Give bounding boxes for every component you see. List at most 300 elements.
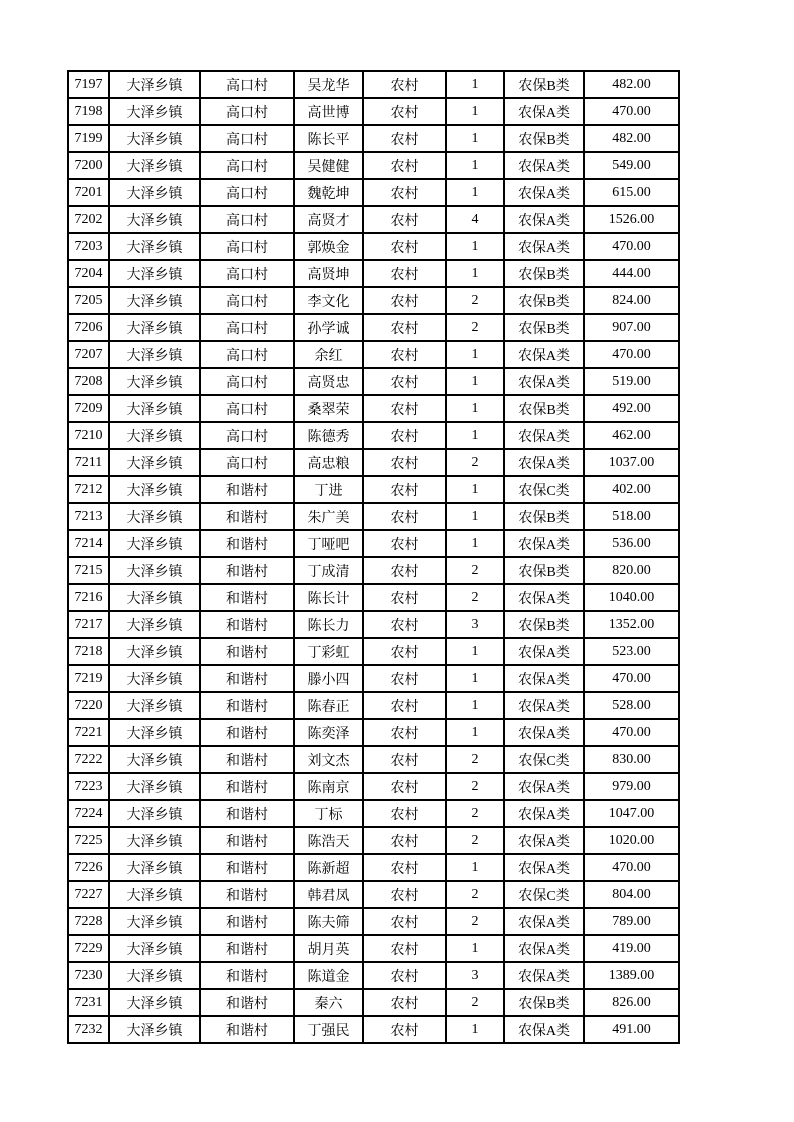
cell-insurance-type: 农保A类 xyxy=(504,935,584,962)
cell-category: 农村 xyxy=(363,773,446,800)
cell-insurance-type: 农保B类 xyxy=(504,314,584,341)
cell-serial-number: 7210 xyxy=(68,422,109,449)
cell-serial-number: 7222 xyxy=(68,746,109,773)
cell-insurance-type: 农保B类 xyxy=(504,611,584,638)
cell-person-name: 秦六 xyxy=(294,989,363,1016)
table-row xyxy=(68,854,679,881)
table-row xyxy=(68,233,679,260)
cell-category: 农村 xyxy=(363,71,446,98)
cell-person-count: 2 xyxy=(446,314,504,341)
table-row xyxy=(68,638,679,665)
cell-person-name: 陈道金 xyxy=(294,962,363,989)
cell-category: 农村 xyxy=(363,611,446,638)
cell-village: 和谐村 xyxy=(200,908,294,935)
cell-person-name: 孙学诚 xyxy=(294,314,363,341)
table-row xyxy=(68,422,679,449)
cell-town: 大泽乡镇 xyxy=(109,611,200,638)
cell-insurance-type: 农保B类 xyxy=(504,260,584,287)
cell-person-count: 1 xyxy=(446,341,504,368)
cell-person-name: 陈长计 xyxy=(294,584,363,611)
cell-category: 农村 xyxy=(363,692,446,719)
cell-town: 大泽乡镇 xyxy=(109,152,200,179)
cell-town: 大泽乡镇 xyxy=(109,773,200,800)
cell-amount: 1047.00 xyxy=(584,800,679,827)
cell-person-count: 2 xyxy=(446,746,504,773)
cell-village: 和谐村 xyxy=(200,530,294,557)
cell-amount: 470.00 xyxy=(584,233,679,260)
cell-person-count: 2 xyxy=(446,881,504,908)
cell-category: 农村 xyxy=(363,935,446,962)
cell-person-name: 丁标 xyxy=(294,800,363,827)
cell-person-count: 2 xyxy=(446,557,504,584)
cell-serial-number: 7211 xyxy=(68,449,109,476)
cell-person-count: 1 xyxy=(446,665,504,692)
cell-amount: 519.00 xyxy=(584,368,679,395)
table-row xyxy=(68,71,679,98)
cell-category: 农村 xyxy=(363,422,446,449)
cell-person-count: 1 xyxy=(446,719,504,746)
cell-person-name: 魏乾坤 xyxy=(294,179,363,206)
cell-category: 农村 xyxy=(363,314,446,341)
cell-serial-number: 7226 xyxy=(68,854,109,881)
cell-category: 农村 xyxy=(363,719,446,746)
cell-amount: 979.00 xyxy=(584,773,679,800)
cell-category: 农村 xyxy=(363,989,446,1016)
cell-amount: 470.00 xyxy=(584,98,679,125)
cell-serial-number: 7206 xyxy=(68,314,109,341)
cell-town: 大泽乡镇 xyxy=(109,827,200,854)
cell-insurance-type: 农保B类 xyxy=(504,989,584,1016)
cell-person-name: 高忠粮 xyxy=(294,449,363,476)
table-row xyxy=(68,206,679,233)
cell-person-count: 1 xyxy=(446,1016,504,1043)
table-row xyxy=(68,179,679,206)
cell-insurance-type: 农保A类 xyxy=(504,179,584,206)
cell-serial-number: 7223 xyxy=(68,773,109,800)
cell-serial-number: 7218 xyxy=(68,638,109,665)
cell-person-name: 陈德秀 xyxy=(294,422,363,449)
cell-serial-number: 7224 xyxy=(68,800,109,827)
cell-person-name: 余红 xyxy=(294,341,363,368)
cell-amount: 1020.00 xyxy=(584,827,679,854)
cell-village: 和谐村 xyxy=(200,638,294,665)
cell-village: 和谐村 xyxy=(200,665,294,692)
cell-person-count: 1 xyxy=(446,638,504,665)
cell-insurance-type: 农保A类 xyxy=(504,665,584,692)
cell-category: 农村 xyxy=(363,584,446,611)
table-row xyxy=(68,665,679,692)
cell-person-name: 桑翠荣 xyxy=(294,395,363,422)
cell-village: 和谐村 xyxy=(200,503,294,530)
cell-amount: 444.00 xyxy=(584,260,679,287)
cell-village: 高口村 xyxy=(200,395,294,422)
cell-person-name: 滕小四 xyxy=(294,665,363,692)
cell-insurance-type: 农保A类 xyxy=(504,233,584,260)
cell-category: 农村 xyxy=(363,800,446,827)
cell-amount: 419.00 xyxy=(584,935,679,962)
cell-person-name: 陈春正 xyxy=(294,692,363,719)
cell-town: 大泽乡镇 xyxy=(109,530,200,557)
cell-person-name: 韩君凤 xyxy=(294,881,363,908)
table-row xyxy=(68,800,679,827)
cell-town: 大泽乡镇 xyxy=(109,1016,200,1043)
cell-person-count: 1 xyxy=(446,395,504,422)
cell-amount: 491.00 xyxy=(584,1016,679,1043)
table-row xyxy=(68,719,679,746)
cell-category: 农村 xyxy=(363,98,446,125)
cell-serial-number: 7227 xyxy=(68,881,109,908)
cell-person-count: 2 xyxy=(446,827,504,854)
cell-town: 大泽乡镇 xyxy=(109,503,200,530)
cell-town: 大泽乡镇 xyxy=(109,935,200,962)
cell-category: 农村 xyxy=(363,881,446,908)
cell-amount: 402.00 xyxy=(584,476,679,503)
cell-person-name: 丁成清 xyxy=(294,557,363,584)
cell-amount: 1389.00 xyxy=(584,962,679,989)
cell-serial-number: 7209 xyxy=(68,395,109,422)
cell-category: 农村 xyxy=(363,206,446,233)
table-row xyxy=(68,962,679,989)
cell-amount: 528.00 xyxy=(584,692,679,719)
table-row xyxy=(68,341,679,368)
cell-serial-number: 7207 xyxy=(68,341,109,368)
cell-person-name: 陈长力 xyxy=(294,611,363,638)
cell-town: 大泽乡镇 xyxy=(109,449,200,476)
cell-village: 和谐村 xyxy=(200,611,294,638)
cell-serial-number: 7213 xyxy=(68,503,109,530)
table-row xyxy=(68,935,679,962)
cell-serial-number: 7216 xyxy=(68,584,109,611)
cell-person-name: 陈夫筛 xyxy=(294,908,363,935)
cell-amount: 470.00 xyxy=(584,854,679,881)
cell-serial-number: 7217 xyxy=(68,611,109,638)
cell-village: 高口村 xyxy=(200,314,294,341)
table-row xyxy=(68,881,679,908)
cell-amount: 907.00 xyxy=(584,314,679,341)
cell-town: 大泽乡镇 xyxy=(109,719,200,746)
cell-village: 和谐村 xyxy=(200,881,294,908)
cell-village: 高口村 xyxy=(200,341,294,368)
cell-category: 农村 xyxy=(363,557,446,584)
cell-category: 农村 xyxy=(363,827,446,854)
cell-town: 大泽乡镇 xyxy=(109,179,200,206)
cell-village: 和谐村 xyxy=(200,1016,294,1043)
table-row xyxy=(68,773,679,800)
cell-town: 大泽乡镇 xyxy=(109,233,200,260)
table-body xyxy=(68,71,679,1043)
cell-person-count: 1 xyxy=(446,260,504,287)
cell-insurance-type: 农保A类 xyxy=(504,584,584,611)
cell-town: 大泽乡镇 xyxy=(109,800,200,827)
cell-serial-number: 7225 xyxy=(68,827,109,854)
cell-amount: 1040.00 xyxy=(584,584,679,611)
cell-person-count: 1 xyxy=(446,125,504,152)
cell-serial-number: 7220 xyxy=(68,692,109,719)
cell-person-name: 高贤忠 xyxy=(294,368,363,395)
cell-person-name: 陈南京 xyxy=(294,773,363,800)
cell-category: 农村 xyxy=(363,395,446,422)
table-row xyxy=(68,692,679,719)
cell-amount: 824.00 xyxy=(584,287,679,314)
cell-insurance-type: 农保A类 xyxy=(504,98,584,125)
cell-insurance-type: 农保A类 xyxy=(504,530,584,557)
cell-amount: 482.00 xyxy=(584,71,679,98)
cell-person-count: 1 xyxy=(446,935,504,962)
cell-category: 农村 xyxy=(363,665,446,692)
table-row xyxy=(68,503,679,530)
cell-serial-number: 7203 xyxy=(68,233,109,260)
cell-person-count: 3 xyxy=(446,611,504,638)
cell-serial-number: 7232 xyxy=(68,1016,109,1043)
cell-insurance-type: 农保B类 xyxy=(504,503,584,530)
cell-amount: 804.00 xyxy=(584,881,679,908)
cell-serial-number: 7208 xyxy=(68,368,109,395)
cell-amount: 820.00 xyxy=(584,557,679,584)
cell-amount: 470.00 xyxy=(584,341,679,368)
cell-person-count: 1 xyxy=(446,368,504,395)
cell-town: 大泽乡镇 xyxy=(109,665,200,692)
cell-person-count: 1 xyxy=(446,98,504,125)
cell-insurance-type: 农保A类 xyxy=(504,1016,584,1043)
cell-category: 农村 xyxy=(363,341,446,368)
cell-town: 大泽乡镇 xyxy=(109,287,200,314)
cell-category: 农村 xyxy=(363,233,446,260)
cell-village: 和谐村 xyxy=(200,854,294,881)
cell-category: 农村 xyxy=(363,908,446,935)
cell-insurance-type: 农保A类 xyxy=(504,692,584,719)
cell-serial-number: 7200 xyxy=(68,152,109,179)
cell-serial-number: 7230 xyxy=(68,962,109,989)
cell-person-count: 1 xyxy=(446,503,504,530)
table-row xyxy=(68,287,679,314)
cell-person-name: 朱广美 xyxy=(294,503,363,530)
cell-person-count: 2 xyxy=(446,449,504,476)
cell-town: 大泽乡镇 xyxy=(109,98,200,125)
cell-person-name: 丁彩虹 xyxy=(294,638,363,665)
cell-person-count: 2 xyxy=(446,773,504,800)
cell-serial-number: 7231 xyxy=(68,989,109,1016)
cell-town: 大泽乡镇 xyxy=(109,854,200,881)
cell-insurance-type: 农保C类 xyxy=(504,476,584,503)
cell-village: 和谐村 xyxy=(200,692,294,719)
cell-person-name: 郭焕金 xyxy=(294,233,363,260)
cell-person-name: 吴健健 xyxy=(294,152,363,179)
cell-town: 大泽乡镇 xyxy=(109,692,200,719)
cell-person-count: 2 xyxy=(446,989,504,1016)
cell-person-count: 1 xyxy=(446,422,504,449)
cell-town: 大泽乡镇 xyxy=(109,476,200,503)
cell-village: 高口村 xyxy=(200,179,294,206)
cell-amount: 523.00 xyxy=(584,638,679,665)
cell-insurance-type: 农保A类 xyxy=(504,800,584,827)
table-row xyxy=(68,746,679,773)
cell-category: 农村 xyxy=(363,152,446,179)
cell-amount: 549.00 xyxy=(584,152,679,179)
table-row xyxy=(68,989,679,1016)
cell-person-count: 1 xyxy=(446,476,504,503)
table-row xyxy=(68,260,679,287)
cell-insurance-type: 农保B类 xyxy=(504,71,584,98)
cell-village: 和谐村 xyxy=(200,557,294,584)
cell-person-name: 丁强民 xyxy=(294,1016,363,1043)
cell-category: 农村 xyxy=(363,287,446,314)
cell-person-count: 1 xyxy=(446,692,504,719)
cell-person-count: 3 xyxy=(446,962,504,989)
cell-person-name: 胡月英 xyxy=(294,935,363,962)
table-row xyxy=(68,395,679,422)
cell-amount: 615.00 xyxy=(584,179,679,206)
cell-serial-number: 7229 xyxy=(68,935,109,962)
cell-serial-number: 7214 xyxy=(68,530,109,557)
cell-category: 农村 xyxy=(363,854,446,881)
cell-town: 大泽乡镇 xyxy=(109,125,200,152)
cell-village: 和谐村 xyxy=(200,584,294,611)
cell-town: 大泽乡镇 xyxy=(109,584,200,611)
table-row xyxy=(68,368,679,395)
cell-person-count: 1 xyxy=(446,71,504,98)
cell-town: 大泽乡镇 xyxy=(109,395,200,422)
table-row xyxy=(68,98,679,125)
cell-village: 高口村 xyxy=(200,287,294,314)
cell-person-name: 陈奕泽 xyxy=(294,719,363,746)
cell-insurance-type: 农保A类 xyxy=(504,854,584,881)
cell-village: 和谐村 xyxy=(200,962,294,989)
cell-amount: 1037.00 xyxy=(584,449,679,476)
cell-town: 大泽乡镇 xyxy=(109,746,200,773)
cell-insurance-type: 农保B类 xyxy=(504,557,584,584)
cell-category: 农村 xyxy=(363,125,446,152)
cell-village: 高口村 xyxy=(200,368,294,395)
cell-town: 大泽乡镇 xyxy=(109,368,200,395)
cell-category: 农村 xyxy=(363,179,446,206)
cell-amount: 826.00 xyxy=(584,989,679,1016)
cell-insurance-type: 农保B类 xyxy=(504,287,584,314)
cell-category: 农村 xyxy=(363,1016,446,1043)
cell-category: 农村 xyxy=(363,368,446,395)
cell-village: 高口村 xyxy=(200,233,294,260)
cell-person-name: 陈浩天 xyxy=(294,827,363,854)
cell-person-count: 1 xyxy=(446,233,504,260)
cell-amount: 482.00 xyxy=(584,125,679,152)
cell-village: 高口村 xyxy=(200,260,294,287)
cell-village: 高口村 xyxy=(200,449,294,476)
table-row xyxy=(68,584,679,611)
cell-person-count: 2 xyxy=(446,287,504,314)
cell-serial-number: 7228 xyxy=(68,908,109,935)
cell-amount: 1526.00 xyxy=(584,206,679,233)
cell-village: 高口村 xyxy=(200,71,294,98)
cell-town: 大泽乡镇 xyxy=(109,881,200,908)
cell-town: 大泽乡镇 xyxy=(109,989,200,1016)
cell-amount: 789.00 xyxy=(584,908,679,935)
cell-amount: 536.00 xyxy=(584,530,679,557)
cell-village: 和谐村 xyxy=(200,719,294,746)
cell-serial-number: 7219 xyxy=(68,665,109,692)
cell-person-name: 陈新超 xyxy=(294,854,363,881)
cell-insurance-type: 农保C类 xyxy=(504,746,584,773)
cell-town: 大泽乡镇 xyxy=(109,908,200,935)
cell-category: 农村 xyxy=(363,530,446,557)
cell-village: 高口村 xyxy=(200,98,294,125)
cell-village: 和谐村 xyxy=(200,773,294,800)
cell-person-count: 1 xyxy=(446,530,504,557)
cell-insurance-type: 农保A类 xyxy=(504,422,584,449)
cell-insurance-type: 农保A类 xyxy=(504,908,584,935)
cell-insurance-type: 农保A类 xyxy=(504,206,584,233)
table-row xyxy=(68,557,679,584)
table-row xyxy=(68,476,679,503)
cell-insurance-type: 农保C类 xyxy=(504,881,584,908)
cell-person-name: 吴龙华 xyxy=(294,71,363,98)
cell-serial-number: 7197 xyxy=(68,71,109,98)
cell-person-count: 2 xyxy=(446,584,504,611)
cell-town: 大泽乡镇 xyxy=(109,422,200,449)
cell-village: 和谐村 xyxy=(200,827,294,854)
cell-village: 和谐村 xyxy=(200,476,294,503)
table-row xyxy=(68,449,679,476)
cell-category: 农村 xyxy=(363,638,446,665)
cell-amount: 1352.00 xyxy=(584,611,679,638)
cell-village: 高口村 xyxy=(200,422,294,449)
cell-category: 农村 xyxy=(363,503,446,530)
records-table xyxy=(67,70,680,1044)
cell-person-count: 1 xyxy=(446,179,504,206)
cell-person-name: 丁哑吧 xyxy=(294,530,363,557)
table-row xyxy=(68,125,679,152)
cell-serial-number: 7212 xyxy=(68,476,109,503)
cell-insurance-type: 农保A类 xyxy=(504,449,584,476)
cell-insurance-type: 农保A类 xyxy=(504,368,584,395)
cell-town: 大泽乡镇 xyxy=(109,638,200,665)
cell-serial-number: 7221 xyxy=(68,719,109,746)
cell-person-count: 2 xyxy=(446,800,504,827)
cell-insurance-type: 农保A类 xyxy=(504,719,584,746)
cell-insurance-type: 农保B类 xyxy=(504,125,584,152)
cell-village: 和谐村 xyxy=(200,800,294,827)
cell-village: 高口村 xyxy=(200,206,294,233)
cell-insurance-type: 农保A类 xyxy=(504,638,584,665)
cell-amount: 462.00 xyxy=(584,422,679,449)
cell-category: 农村 xyxy=(363,260,446,287)
table-row xyxy=(68,1016,679,1043)
cell-serial-number: 7205 xyxy=(68,287,109,314)
cell-town: 大泽乡镇 xyxy=(109,314,200,341)
cell-town: 大泽乡镇 xyxy=(109,71,200,98)
cell-insurance-type: 农保A类 xyxy=(504,962,584,989)
cell-person-name: 丁进 xyxy=(294,476,363,503)
cell-village: 高口村 xyxy=(200,125,294,152)
cell-person-name: 高贤坤 xyxy=(294,260,363,287)
cell-insurance-type: 农保A类 xyxy=(504,773,584,800)
cell-amount: 518.00 xyxy=(584,503,679,530)
cell-serial-number: 7215 xyxy=(68,557,109,584)
cell-serial-number: 7204 xyxy=(68,260,109,287)
cell-insurance-type: 农保A类 xyxy=(504,152,584,179)
table-row xyxy=(68,152,679,179)
cell-insurance-type: 农保B类 xyxy=(504,395,584,422)
cell-person-count: 2 xyxy=(446,908,504,935)
cell-village: 高口村 xyxy=(200,152,294,179)
cell-village: 和谐村 xyxy=(200,746,294,773)
cell-town: 大泽乡镇 xyxy=(109,962,200,989)
table-row xyxy=(68,908,679,935)
cell-person-name: 高世博 xyxy=(294,98,363,125)
table-row xyxy=(68,314,679,341)
cell-serial-number: 7202 xyxy=(68,206,109,233)
cell-town: 大泽乡镇 xyxy=(109,557,200,584)
cell-amount: 830.00 xyxy=(584,746,679,773)
cell-person-name: 高贤才 xyxy=(294,206,363,233)
